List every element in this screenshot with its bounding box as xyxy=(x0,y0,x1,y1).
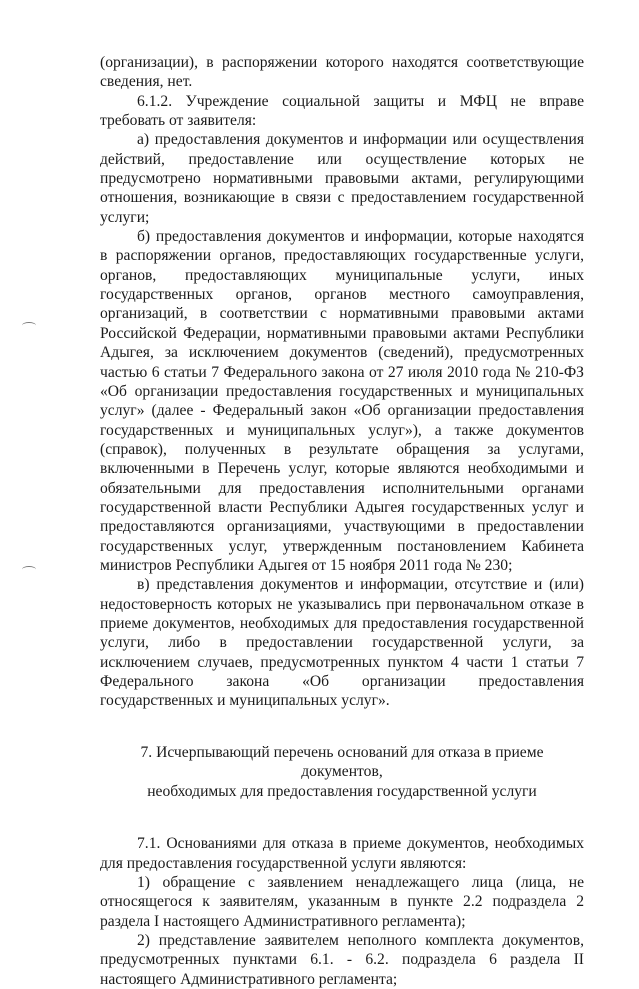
paragraph-continuation: (организации), в распоряжении которого находятся соответствующие сведения, нет. xyxy=(100,54,584,91)
paragraph-item-b: б) предоставления документов и информации, которые находятся в распоряжении органов, предоставляющих государственные услуги, органов, предоставляющих муниципальные услуги, иных государственных органов, органов местного самоуправления, организаций, в соответствии с нормативными правовыми актами Российской Федерации, нормативными правовыми актами Республики Адыгея, за исключением документов (сведений), предусмотренных частью 6 статьи 7 Федерального закона от 27 июля 2010 года № 210-ФЗ «Об организации предоставления государственных и муниципальных услуг» (далее - Федеральный закон «Об организации предоставления государственных и муниципальных услуг»), а также документов (справок), полученных в результате обращения за услугами, включенными в Перечень услуг, которые являются необходимыми и обязательными для предоставления исполнительными органами государственной власти Республики Адыгея государственных услуг и предоставляются организациями, участвующими в предоставлении государственных услуг, утвержденным постановлением Кабинета министров Республики Адыгея от 15 ноября 2011 года № 230; xyxy=(100,228,584,574)
section-heading-line-1: 7. Исчерпывающий перечень оснований для отказа в приеме документов, xyxy=(140,743,544,781)
document-body xyxy=(100,53,584,989)
binding-hole-mark xyxy=(22,322,36,329)
section-heading xyxy=(100,743,584,802)
binding-hole-mark xyxy=(22,566,36,573)
paragraph-6-1-2: 6.1.2. Учреждение социальной защиты и МФЦ не вправе требовать от заявителя: xyxy=(100,92,584,130)
paragraph-7-1: 7.1. Основаниями для отказа в приеме документов, необходимых для предоставления государственной услуги являются: xyxy=(100,835,584,872)
paragraph-7-1-item-1: 1) обращение с заявлением ненадлежащего лица (лица, не относящегося к заявителям, указанным в пункте 2.2 подраздела 2 раздела I настоящего Административного регламента); xyxy=(100,873,584,930)
paragraph-item-a: а) предоставления документов и информации или осуществления действий, предоставление или осуществление которых не предусмотрено нормативными правовыми актами, регулирующими отношения, возникающие в связи с предоставлением государственной услуги; xyxy=(100,131,584,226)
paragraph-7-1-item-2: 2) представление заявителем неполного комплекта документов, предусмотренных пунктами 6.1. - 6.2. подраздела 6 раздела II настоящего Административного регламента; xyxy=(100,931,584,988)
paragraph-item-v: в) представления документов и информации, отсутствие и (или) недостоверность которых не указывались при первоначальном отказе в приеме документов, необходимых для предоставления государственной услуги, либо в предоставлении государственной услуги, за исключением случаев, предусмотренных пунктом 4 части 1 статьи 7 Федерального закона «Об организации предоставления государственных и муниципальных услуг». xyxy=(100,576,584,710)
section-heading-line-2: необходимых для предоставления государственной услуги xyxy=(147,782,537,800)
